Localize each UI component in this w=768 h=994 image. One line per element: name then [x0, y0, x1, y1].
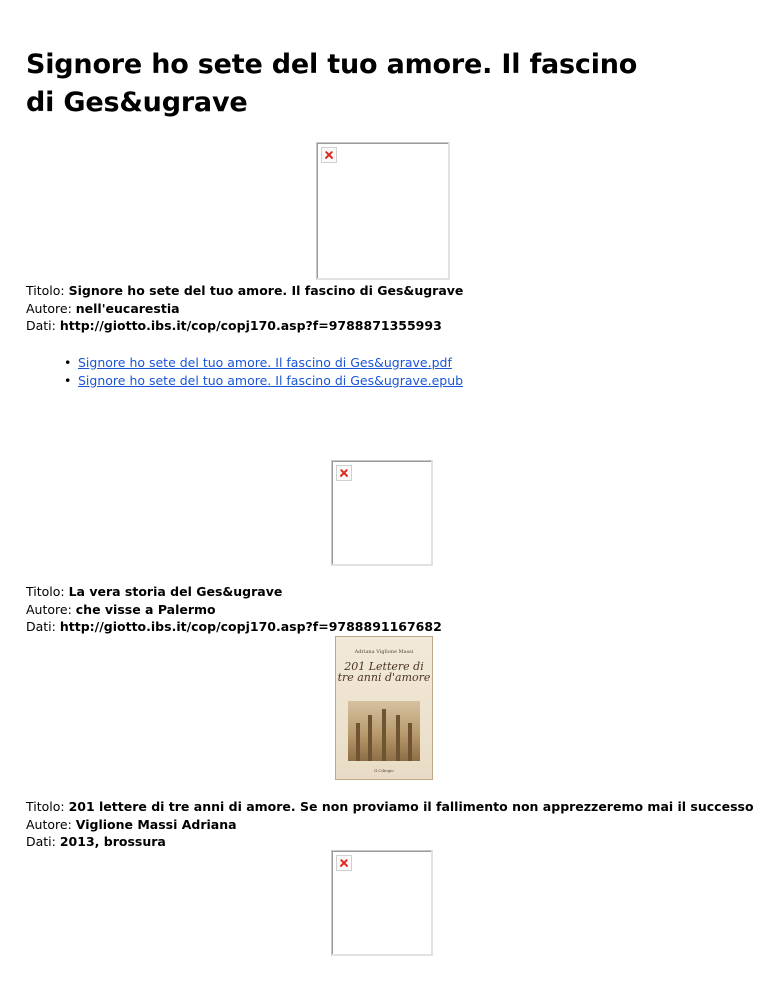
book-2-data-row: [26, 618, 442, 636]
autore-label: Autore:: [26, 816, 76, 832]
book-3-cover-image: [335, 636, 433, 780]
book-1-cover-image: [316, 142, 450, 280]
book-3-title-row: [26, 798, 754, 816]
book-1-data-row: [26, 317, 463, 335]
broken-image-icon: [336, 855, 352, 871]
autore-label: Autore:: [26, 300, 76, 316]
book-1-title: Signore ho sete del tuo amore. Il fascino di Ges&ugrave: [68, 283, 464, 298]
cover-photo: [348, 701, 420, 761]
book-2-cover-image: [331, 460, 433, 566]
book-2-title-row: [26, 583, 442, 601]
titolo-label: Titolo:: [26, 283, 69, 298]
book-4-cover-image: [331, 850, 433, 956]
broken-image-icon: [336, 465, 352, 481]
book-2-author: che visse a Palermo: [75, 601, 216, 617]
list-item: [78, 372, 463, 390]
pdf-download-link[interactable]: Signore ho sete del tuo amore. Il fascino di Ges&ugrave.pdf: [78, 355, 452, 370]
autore-label: Autore:: [26, 601, 76, 617]
book-1-meta: [26, 282, 463, 335]
book-3-author: Viglione Massi Adriana: [75, 816, 237, 832]
page-title: Signore ho sete del tuo amore. Il fascino di Ges&ugrave: [26, 49, 638, 118]
epub-download-link[interactable]: Signore ho sete del tuo amore. Il fascino di Ges&ugrave.epub: [78, 373, 464, 388]
broken-image-icon: [321, 147, 337, 163]
book-2-title: La vera storia del Ges&ugrave: [68, 584, 283, 599]
dati-label: Dati:: [26, 834, 60, 849]
book-3-author-row: [26, 816, 754, 834]
book-3-data-row: [26, 833, 754, 851]
book-3-data: 2013, brossura: [59, 834, 166, 849]
book-1-author: nell'eucarestia: [75, 300, 180, 316]
book-1-data: http://giotto.ibs.it/cop/copj170.asp?f=9788871355993: [59, 318, 442, 333]
book-2-author-row: [26, 601, 442, 619]
book-2-meta: [26, 583, 442, 636]
cover-author: Adriana Viglione Massi: [354, 649, 414, 655]
cover-title: 201 Lettere di tre anni d'amore: [337, 660, 431, 684]
book-3-title: 201 lettere di tre anni di amore. Se non proviamo il fallimento non apprezzeremo mai il successo: [68, 799, 754, 814]
cover-publisher: Il Ciliegio: [374, 768, 394, 773]
dati-label: Dati:: [26, 619, 60, 634]
titolo-label: Titolo:: [26, 584, 69, 599]
book-3-meta: [26, 798, 754, 851]
book-1-download-list: [78, 354, 463, 390]
list-item: [78, 354, 463, 372]
book-2-data: http://giotto.ibs.it/cop/copj170.asp?f=9788891167682: [59, 619, 442, 634]
titolo-label: Titolo:: [26, 799, 69, 814]
book-1-author-row: [26, 300, 463, 318]
dati-label: Dati:: [26, 318, 60, 333]
book-1-title-row: [26, 282, 463, 300]
